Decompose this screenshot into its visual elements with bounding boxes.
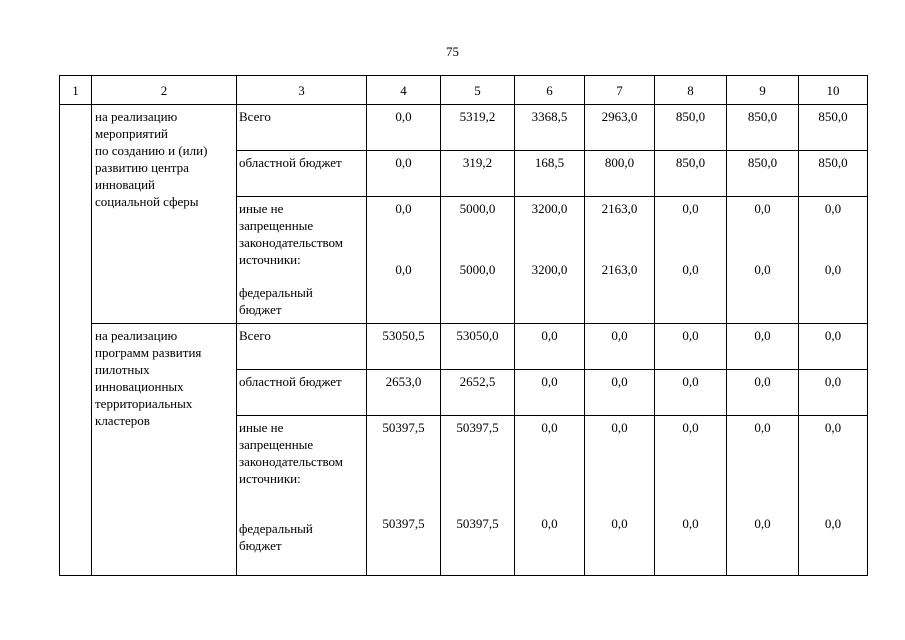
source-cell <box>237 416 367 576</box>
value-cell: 850,0 <box>799 151 868 197</box>
value-cell: 0,0 0,0 <box>655 197 727 324</box>
value-cell: 5319,2 <box>441 105 515 151</box>
value-cell: 53050,5 <box>367 324 441 370</box>
value-cell: 50397,5 50397,5 <box>441 416 515 576</box>
value-cell: 0,0 <box>367 105 441 151</box>
value-cell: 800,0 <box>585 151 655 197</box>
table-row <box>60 105 868 151</box>
value-cell: 0,0 0,0 <box>727 197 799 324</box>
description-line: программ развития <box>95 345 202 360</box>
value-cell: 2963,0 <box>585 105 655 151</box>
source-cell <box>237 197 367 324</box>
header-cell: 9 <box>727 76 799 105</box>
header-row <box>60 76 868 105</box>
value-cell: 0,0 <box>585 324 655 370</box>
source-cell <box>237 105 367 151</box>
description-cell <box>92 324 237 576</box>
value-cell: 2163,0 2163,0 <box>585 197 655 324</box>
value-cell: 53050,0 <box>441 324 515 370</box>
value-cell: 0,0 <box>799 324 868 370</box>
value-cell: 0,0 <box>727 324 799 370</box>
header-cell: 7 <box>585 76 655 105</box>
value-cell: 5000,0 5000,0 <box>441 197 515 324</box>
row-number-cell <box>60 105 92 576</box>
value-cell: 2652,5 <box>441 370 515 416</box>
page-number: 75 <box>446 44 459 59</box>
value-cell: 168,5 <box>515 151 585 197</box>
value-cell: 3368,5 <box>515 105 585 151</box>
source-cell <box>237 324 367 370</box>
source-label: Всего <box>239 328 271 343</box>
source-label: Всего <box>239 109 271 124</box>
value-cell: 0,0 0,0 <box>799 197 868 324</box>
description-line: территориальных <box>95 396 193 411</box>
header-cell: 3 <box>237 76 367 105</box>
value-cell: 0,0 0,0 <box>655 416 727 576</box>
value-cell: 0,0 <box>585 370 655 416</box>
value-cell: 3200,0 3200,0 <box>515 197 585 324</box>
value-cell: 0,0 0,0 <box>799 416 868 576</box>
header-cell: 8 <box>655 76 727 105</box>
value-cell: 0,0 <box>799 370 868 416</box>
description-line: развитию центра <box>95 160 189 175</box>
value-cell: 0,0 <box>655 370 727 416</box>
source-cell <box>237 151 367 197</box>
header-cell: 10 <box>799 76 868 105</box>
description-line: на реализацию <box>95 328 178 343</box>
value-cell: 0,0 0,0 <box>585 416 655 576</box>
value-cell: 0,0 0,0 <box>367 197 441 324</box>
source-label: областной бюджет <box>239 155 342 170</box>
header-cell: 6 <box>515 76 585 105</box>
header-cell: 2 <box>92 76 237 105</box>
source-label: областной бюджет <box>239 374 342 389</box>
description-line: по созданию и (или) <box>95 143 208 158</box>
value-cell: 850,0 <box>727 151 799 197</box>
value-cell: 0,0 0,0 <box>515 416 585 576</box>
description-line: кластеров <box>95 413 150 428</box>
description-line: на реализацию <box>95 109 178 124</box>
source-label: федеральный бюджет <box>239 285 313 317</box>
header-cell: 4 <box>367 76 441 105</box>
value-cell: 850,0 <box>799 105 868 151</box>
header-cell: 1 <box>60 76 92 105</box>
value-cell: 0,0 <box>515 370 585 416</box>
description-line: инноваций <box>95 177 155 192</box>
value-cell: 0,0 <box>727 370 799 416</box>
budget-table <box>59 75 868 576</box>
source-label: федеральный бюджет <box>239 521 313 553</box>
value-cell: 0,0 0,0 <box>727 416 799 576</box>
description-line: инновационных <box>95 379 184 394</box>
value-cell: 50397,5 50397,5 <box>367 416 441 576</box>
value-cell: 0,0 <box>367 151 441 197</box>
description-line: социальной сферы <box>95 194 199 209</box>
header-cell: 5 <box>441 76 515 105</box>
description-cell <box>92 105 237 324</box>
source-cell <box>237 370 367 416</box>
value-cell: 0,0 <box>655 324 727 370</box>
description-line: пилотных <box>95 362 150 377</box>
value-cell: 2653,0 <box>367 370 441 416</box>
source-label: иные не запрещенные законодательством источники: <box>239 201 344 267</box>
value-cell: 0,0 <box>515 324 585 370</box>
table-row <box>60 324 868 370</box>
description-line: мероприятий <box>95 126 168 141</box>
value-cell: 850,0 <box>655 151 727 197</box>
value-cell: 319,2 <box>441 151 515 197</box>
value-cell: 850,0 <box>727 105 799 151</box>
value-cell: 850,0 <box>655 105 727 151</box>
source-label: иные не запрещенные законодательством источники: <box>239 420 344 486</box>
